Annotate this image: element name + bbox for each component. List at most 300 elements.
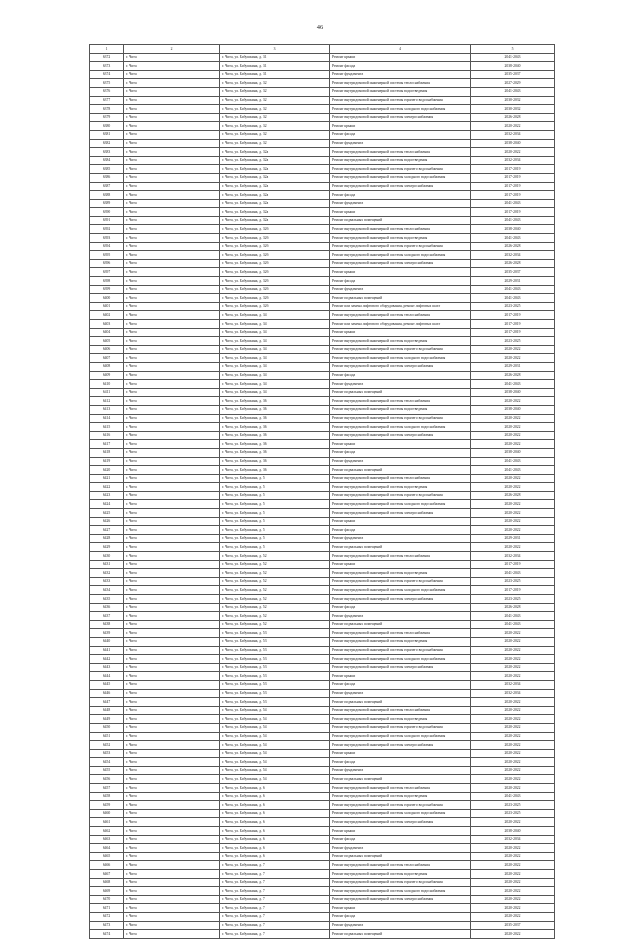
period-cell: 2038-2040 <box>471 827 555 836</box>
locality-cell: г. Чита <box>124 749 220 758</box>
table-row <box>90 191 555 200</box>
locality-cell: г. Чита <box>124 543 220 552</box>
row-number-cell: 6412 <box>90 397 124 406</box>
work-type-cell: Ремонт внутридомовой инженерной системы холодного водоснабжения <box>330 251 471 260</box>
row-number-cell: 6435 <box>90 595 124 604</box>
table-row <box>90 912 555 921</box>
work-type-cell: Ремонт фундамента <box>330 285 471 294</box>
address-cell: г. Чита, ул. Бабушкина, д. 32а <box>220 199 330 208</box>
work-type-cell: Ремонт внутридомовой инженерной системы холодного водоснабжения <box>330 500 471 509</box>
locality-cell: г. Чита <box>124 113 220 122</box>
row-number-cell: 6436 <box>90 603 124 612</box>
period-cell: 2020-2022 <box>471 818 555 827</box>
locality-cell: г. Чита <box>124 706 220 715</box>
locality-cell: г. Чита <box>124 234 220 243</box>
address-cell: г. Чита, ул. Бабушкина, д. 32 <box>220 113 330 122</box>
work-type-cell: Ремонт внутридомовой инженерной системы водоотведения <box>330 637 471 646</box>
table-row <box>90 302 555 311</box>
locality-cell: г. Чита <box>124 182 220 191</box>
period-cell: 2029-2031 <box>471 277 555 286</box>
period-cell: 2035-2037 <box>471 268 555 277</box>
table-row <box>90 543 555 552</box>
locality-cell: г. Чита <box>124 792 220 801</box>
address-cell: г. Чита, ул. Бабушкина, д. 52 <box>220 603 330 612</box>
row-number-cell: 6407 <box>90 354 124 363</box>
period-cell: 2020-2022 <box>471 663 555 672</box>
period-cell: 2020-2022 <box>471 672 555 681</box>
row-number-cell: 6409 <box>90 371 124 380</box>
locality-cell: г. Чита <box>124 320 220 329</box>
period-cell: 2029-2031 <box>471 534 555 543</box>
locality-cell: г. Чита <box>124 595 220 604</box>
address-cell: г. Чита, ул. Бабушкина, д. 52 <box>220 595 330 604</box>
row-number-cell: 6456 <box>90 775 124 784</box>
locality-cell: г. Чита <box>124 483 220 492</box>
table-row <box>90 775 555 784</box>
work-type-cell: Ремонт внутридомовой инженерной системы горячего водоснабжения <box>330 646 471 655</box>
period-cell: 2020-2022 <box>471 354 555 363</box>
work-type-cell: Ремонт внутридомовой инженерной системы горячего водоснабжения <box>330 801 471 810</box>
address-cell: г. Чита, ул. Бабушкина, д. 36 <box>220 466 330 475</box>
table-row <box>90 689 555 698</box>
period-cell: 2017-2019 <box>471 560 555 569</box>
period-cell: 2041-2043 <box>471 569 555 578</box>
table-row <box>90 792 555 801</box>
row-number-cell: 6405 <box>90 337 124 346</box>
row-number-cell: 6401 <box>90 302 124 311</box>
work-type-cell: Ремонт внутридомовой инженерной системы холодного водоснабжения <box>330 732 471 741</box>
address-cell: г. Чита, ул. Бабушкина, д. 7 <box>220 930 330 939</box>
row-number-cell: 6389 <box>90 199 124 208</box>
table-row <box>90 483 555 492</box>
period-cell: 2020-2022 <box>471 655 555 664</box>
table-row <box>90 362 555 371</box>
address-cell: г. Чита, ул. Бабушкина, д. 5 <box>220 474 330 483</box>
work-type-cell: Ремонт или замена лифтового оборудования, ремонт лифтовых шахт <box>330 320 471 329</box>
period-cell: 2041-2043 <box>471 216 555 225</box>
locality-cell: г. Чита <box>124 87 220 96</box>
row-number-cell: 6433 <box>90 577 124 586</box>
work-type-cell: Ремонт внутридомовой инженерной системы теплоснабжения <box>330 311 471 320</box>
period-cell: 2032-2034 <box>471 130 555 139</box>
address-cell: г. Чита, ул. Бабушкина, д. 36 <box>220 414 330 423</box>
locality-cell: г. Чита <box>124 912 220 921</box>
table-row <box>90 448 555 457</box>
table-row <box>90 268 555 277</box>
row-number-cell: 6454 <box>90 758 124 767</box>
work-type-cell: Ремонт внутридомовой инженерной системы водоотведения <box>330 234 471 243</box>
locality-cell: г. Чита <box>124 251 220 260</box>
row-number-cell: 6416 <box>90 431 124 440</box>
column-header: 5 <box>471 45 555 54</box>
period-cell: 2035-2037 <box>471 921 555 930</box>
locality-cell: г. Чита <box>124 887 220 896</box>
locality-cell: г. Чита <box>124 827 220 836</box>
address-cell: г. Чита, ул. Бабушкина, д. 32а <box>220 173 330 182</box>
column-header: 3 <box>220 45 330 54</box>
table-row <box>90 569 555 578</box>
period-cell: 2020-2022 <box>471 706 555 715</box>
row-number-cell: 6392 <box>90 225 124 234</box>
work-type-cell: Ремонт внутридомовой инженерной системы электроснабжения <box>330 895 471 904</box>
row-number-cell: 6376 <box>90 87 124 96</box>
work-type-cell: Ремонт крыши <box>330 517 471 526</box>
table-row <box>90 431 555 440</box>
row-number-cell: 6473 <box>90 921 124 930</box>
period-cell: 2020-2022 <box>471 861 555 870</box>
row-number-cell: 6408 <box>90 362 124 371</box>
period-cell: 2020-2022 <box>471 637 555 646</box>
period-cell: 2020-2022 <box>471 526 555 535</box>
table-row <box>90 328 555 337</box>
table-row <box>90 397 555 406</box>
locality-cell: г. Чита <box>124 500 220 509</box>
work-type-cell: Ремонт фундамента <box>330 534 471 543</box>
work-type-cell: Ремонт подвальных помещений <box>330 698 471 707</box>
row-number-cell: 6461 <box>90 818 124 827</box>
row-number-cell: 6398 <box>90 277 124 286</box>
period-cell: 2032-2034 <box>471 680 555 689</box>
work-type-cell: Ремонт фасада <box>330 912 471 921</box>
row-number-cell: 6442 <box>90 655 124 664</box>
row-number-cell: 6402 <box>90 311 124 320</box>
row-number-cell: 6384 <box>90 156 124 165</box>
period-cell: 2023-2025 <box>471 801 555 810</box>
row-number-cell: 6423 <box>90 491 124 500</box>
address-cell: г. Чита, ул. Бабушкина, д. 32б <box>220 251 330 260</box>
address-cell: г. Чита, ул. Бабушкина, д. 32б <box>220 285 330 294</box>
address-cell: г. Чита, ул. Бабушкина, д. 34 <box>220 345 330 354</box>
locality-cell: г. Чита <box>124 474 220 483</box>
work-type-cell: Ремонт фасада <box>330 448 471 457</box>
work-type-cell: Ремонт внутридомовой инженерной системы теплоснабжения <box>330 629 471 638</box>
row-number-cell: 6400 <box>90 294 124 303</box>
table-row <box>90 208 555 217</box>
page-number: 46 <box>316 24 324 31</box>
row-number-cell: 6471 <box>90 904 124 913</box>
address-cell: г. Чита, ул. Бабушкина, д. 5 <box>220 543 330 552</box>
table-row <box>90 466 555 475</box>
period-cell: 2020-2022 <box>471 423 555 432</box>
period-cell: 2017-2019 <box>471 320 555 329</box>
table-row <box>90 285 555 294</box>
period-cell: 2020-2022 <box>471 698 555 707</box>
address-cell: г. Чита, ул. Бабушкина, д. 32б <box>220 225 330 234</box>
address-cell: г. Чита, ул. Бабушкина, д. 32б <box>220 259 330 268</box>
locality-cell: г. Чита <box>124 904 220 913</box>
table-row <box>90 242 555 251</box>
locality-cell: г. Чита <box>124 569 220 578</box>
table-row <box>90 586 555 595</box>
period-cell: 2038-2040 <box>471 225 555 234</box>
row-number-cell: 6380 <box>90 122 124 131</box>
table-row <box>90 414 555 423</box>
work-type-cell: Ремонт внутридомовой инженерной системы холодного водоснабжения <box>330 105 471 114</box>
period-cell: 2020-2022 <box>471 775 555 784</box>
row-number-cell: 6449 <box>90 715 124 724</box>
address-cell: г. Чита, ул. Бабушкина, д. 53 <box>220 637 330 646</box>
locality-cell: г. Чита <box>124 302 220 311</box>
period-cell: 2029-2031 <box>471 362 555 371</box>
row-number-cell: 6441 <box>90 646 124 655</box>
work-type-cell: Ремонт фасада <box>330 371 471 380</box>
period-cell: 2041-2043 <box>471 53 555 62</box>
address-cell: г. Чита, ул. Бабушкина, д. 31 <box>220 53 330 62</box>
row-number-cell: 6414 <box>90 414 124 423</box>
row-number-cell: 6388 <box>90 191 124 200</box>
table-row <box>90 199 555 208</box>
period-cell: 2026-2028 <box>471 371 555 380</box>
table-row <box>90 457 555 466</box>
locality-cell: г. Чита <box>124 870 220 879</box>
table-row <box>90 234 555 243</box>
address-cell: г. Чита, ул. Бабушкина, д. 5 <box>220 517 330 526</box>
work-type-cell: Ремонт внутридомовой инженерной системы теплоснабжения <box>330 79 471 88</box>
table-row <box>90 62 555 71</box>
address-cell: г. Чита, ул. Бабушкина, д. 54 <box>220 766 330 775</box>
table-row <box>90 79 555 88</box>
period-cell: 2020-2022 <box>471 758 555 767</box>
period-cell: 2030-2032 <box>471 105 555 114</box>
work-type-cell: Ремонт внутридомовой инженерной системы электроснабжения <box>330 113 471 122</box>
locality-cell: г. Чита <box>124 620 220 629</box>
work-type-cell: Ремонт или замена лифтового оборудования, ремонт лифтовых шахт <box>330 302 471 311</box>
locality-cell: г. Чита <box>124 586 220 595</box>
period-cell: 2026-2028 <box>471 491 555 500</box>
work-type-cell: Ремонт внутридомовой инженерной системы электроснабжения <box>330 431 471 440</box>
address-cell: г. Чита, ул. Бабушкина, д. 7 <box>220 861 330 870</box>
work-type-cell: Ремонт фундамента <box>330 139 471 148</box>
work-type-cell: Ремонт фундамента <box>330 689 471 698</box>
period-cell: 2038-2040 <box>471 388 555 397</box>
column-header: 4 <box>330 45 471 54</box>
row-number-cell: 6472 <box>90 912 124 921</box>
period-cell: 2020-2022 <box>471 878 555 887</box>
work-type-cell: Ремонт внутридомовой инженерной системы электроснабжения <box>330 259 471 268</box>
row-number-cell: 6432 <box>90 569 124 578</box>
table-row <box>90 887 555 896</box>
document-table <box>89 44 555 939</box>
locality-cell: г. Чита <box>124 53 220 62</box>
table-row <box>90 534 555 543</box>
work-type-cell: Ремонт внутридомовой инженерной системы холодного водоснабжения <box>330 423 471 432</box>
locality-cell: г. Чита <box>124 775 220 784</box>
period-cell: 2020-2022 <box>471 629 555 638</box>
period-cell: 2041-2043 <box>471 234 555 243</box>
work-type-cell: Ремонт фундамента <box>330 70 471 79</box>
table-row <box>90 577 555 586</box>
address-cell: г. Чита, ул. Бабушкина, д. 7 <box>220 870 330 879</box>
address-cell: г. Чита, ул. Бабушкина, д. 6 <box>220 827 330 836</box>
period-cell: 2041-2043 <box>471 87 555 96</box>
locality-cell: г. Чита <box>124 440 220 449</box>
row-number-cell: 6465 <box>90 852 124 861</box>
work-type-cell: Ремонт внутридомовой инженерной системы водоотведения <box>330 483 471 492</box>
address-cell: г. Чита, ул. Бабушкина, д. 54 <box>220 749 330 758</box>
table-row <box>90 930 555 939</box>
work-type-cell: Ремонт внутридомовой инженерной системы водоотведения <box>330 569 471 578</box>
period-cell: 2020-2022 <box>471 122 555 131</box>
work-type-cell: Ремонт внутридомовой инженерной системы теплоснабжения <box>330 474 471 483</box>
table-row <box>90 878 555 887</box>
address-cell: г. Чита, ул. Бабушкина, д. 34 <box>220 388 330 397</box>
period-cell: 2020-2022 <box>471 912 555 921</box>
work-type-cell: Ремонт подвальных помещений <box>330 930 471 939</box>
row-number-cell: 6391 <box>90 216 124 225</box>
period-cell: 2041-2043 <box>471 612 555 621</box>
locality-cell: г. Чита <box>124 878 220 887</box>
period-cell: 2020-2022 <box>471 517 555 526</box>
address-cell: г. Чита, ул. Бабушкина, д. 34 <box>220 380 330 389</box>
locality-cell: г. Чита <box>124 809 220 818</box>
address-cell: г. Чита, ул. Бабушкина, д. 32б <box>220 277 330 286</box>
work-type-cell: Ремонт внутридомовой инженерной системы теплоснабжения <box>330 861 471 870</box>
locality-cell: г. Чита <box>124 173 220 182</box>
row-number-cell: 6390 <box>90 208 124 217</box>
locality-cell: г. Чита <box>124 921 220 930</box>
period-cell: 2017-2019 <box>471 165 555 174</box>
row-number-cell: 6474 <box>90 930 124 939</box>
row-number-cell: 6373 <box>90 62 124 71</box>
table-row <box>90 603 555 612</box>
row-number-cell: 6404 <box>90 328 124 337</box>
locality-cell: г. Чита <box>124 844 220 853</box>
locality-cell: г. Чита <box>124 509 220 518</box>
work-type-cell: Ремонт внутридомовой инженерной системы электроснабжения <box>330 595 471 604</box>
address-cell: г. Чита, ул. Бабушкина, д. 54 <box>220 715 330 724</box>
address-cell: г. Чита, ул. Бабушкина, д. 7 <box>220 887 330 896</box>
table-row <box>90 612 555 621</box>
table-row <box>90 509 555 518</box>
table-row <box>90 921 555 930</box>
locality-cell: г. Чита <box>124 715 220 724</box>
address-cell: г. Чита, ул. Бабушкина, д. 34 <box>220 371 330 380</box>
table-row <box>90 311 555 320</box>
row-number-cell: 6467 <box>90 870 124 879</box>
address-cell: г. Чита, ул. Бабушкина, д. 36 <box>220 457 330 466</box>
period-cell: 2032-2034 <box>471 835 555 844</box>
row-number-cell: 6381 <box>90 130 124 139</box>
row-number-cell: 6453 <box>90 749 124 758</box>
work-type-cell: Ремонт внутридомовой инженерной системы горячего водоснабжения <box>330 96 471 105</box>
work-type-cell: Ремонт фундамента <box>330 380 471 389</box>
row-number-cell: 6459 <box>90 801 124 810</box>
address-cell: г. Чита, ул. Бабушкина, д. 5 <box>220 483 330 492</box>
address-cell: г. Чита, ул. Бабушкина, д. 5 <box>220 534 330 543</box>
address-cell: г. Чита, ул. Бабушкина, д. 32а <box>220 208 330 217</box>
table-row <box>90 165 555 174</box>
table-row <box>90 500 555 509</box>
period-cell: 2020-2022 <box>471 766 555 775</box>
locality-cell: г. Чита <box>124 397 220 406</box>
locality-cell: г. Чита <box>124 689 220 698</box>
row-number-cell: 6385 <box>90 165 124 174</box>
period-cell: 2026-2028 <box>471 113 555 122</box>
address-cell: г. Чита, ул. Бабушкина, д. 7 <box>220 912 330 921</box>
table-row <box>90 491 555 500</box>
work-type-cell: Ремонт внутридомовой инженерной системы водоотведения <box>330 870 471 879</box>
row-number-cell: 6445 <box>90 680 124 689</box>
locality-cell: г. Чита <box>124 466 220 475</box>
column-header: 1 <box>90 45 124 54</box>
address-cell: г. Чита, ул. Бабушкина, д. 34 <box>220 362 330 371</box>
row-number-cell: 6460 <box>90 809 124 818</box>
table-row <box>90 139 555 148</box>
address-cell: г. Чита, ул. Бабушкина, д. 32а <box>220 148 330 157</box>
locality-cell: г. Чита <box>124 362 220 371</box>
locality-cell: г. Чита <box>124 96 220 105</box>
address-cell: г. Чита, ул. Бабушкина, д. 34 <box>220 328 330 337</box>
row-number-cell: 6420 <box>90 466 124 475</box>
address-cell: г. Чита, ул. Бабушкина, д. 6 <box>220 801 330 810</box>
period-cell: 2020-2022 <box>471 930 555 939</box>
address-cell: г. Чита, ул. Бабушкина, д. 5 <box>220 526 330 535</box>
table-row <box>90 70 555 79</box>
address-cell: г. Чита, ул. Бабушкина, д. 32б <box>220 302 330 311</box>
address-cell: г. Чита, ул. Бабушкина, д. 31 <box>220 70 330 79</box>
address-cell: г. Чита, ул. Бабушкина, д. 34 <box>220 311 330 320</box>
row-number-cell: 6378 <box>90 105 124 114</box>
work-type-cell: Ремонт фундамента <box>330 199 471 208</box>
work-type-cell: Ремонт крыши <box>330 440 471 449</box>
address-cell: г. Чита, ул. Бабушкина, д. 53 <box>220 689 330 698</box>
row-number-cell: 6425 <box>90 509 124 518</box>
row-number-cell: 6395 <box>90 251 124 260</box>
work-type-cell: Ремонт внутридомовой инженерной системы теплоснабжения <box>330 784 471 793</box>
address-cell: г. Чита, ул. Бабушкина, д. 36 <box>220 448 330 457</box>
table-row <box>90 96 555 105</box>
locality-cell: г. Чита <box>124 122 220 131</box>
address-cell: г. Чита, ул. Бабушкина, д. 53 <box>220 698 330 707</box>
period-cell: 2020-2022 <box>471 749 555 758</box>
work-type-cell: Ремонт внутридомовой инженерной системы холодного водоснабжения <box>330 173 471 182</box>
locality-cell: г. Чита <box>124 380 220 389</box>
row-number-cell: 6466 <box>90 861 124 870</box>
table-row <box>90 809 555 818</box>
work-type-cell: Ремонт крыши <box>330 904 471 913</box>
locality-cell: г. Чита <box>124 766 220 775</box>
row-number-cell: 6469 <box>90 887 124 896</box>
row-number-cell: 6440 <box>90 637 124 646</box>
address-cell: г. Чита, ул. Бабушкина, д. 54 <box>220 732 330 741</box>
row-number-cell: 6375 <box>90 79 124 88</box>
work-type-cell: Ремонт подвальных помещений <box>330 620 471 629</box>
work-type-cell: Ремонт фасада <box>330 835 471 844</box>
row-number-cell: 6374 <box>90 70 124 79</box>
work-type-cell: Ремонт внутридомовой инженерной системы холодного водоснабжения <box>330 655 471 664</box>
work-type-cell: Ремонт фундамента <box>330 457 471 466</box>
period-cell: 2020-2022 <box>471 483 555 492</box>
work-type-cell: Ремонт подвальных помещений <box>330 543 471 552</box>
row-number-cell: 6418 <box>90 448 124 457</box>
work-type-cell: Ремонт внутридомовой инженерной системы горячего водоснабжения <box>330 878 471 887</box>
row-number-cell: 6426 <box>90 517 124 526</box>
address-cell: г. Чита, ул. Бабушкина, д. 52 <box>220 586 330 595</box>
address-cell: г. Чита, ул. Бабушкина, д. 54 <box>220 723 330 732</box>
locality-cell: г. Чита <box>124 423 220 432</box>
table-row <box>90 895 555 904</box>
locality-cell: г. Чита <box>124 552 220 561</box>
work-type-cell: Ремонт внутридомовой инженерной системы теплоснабжения <box>330 706 471 715</box>
row-number-cell: 6457 <box>90 784 124 793</box>
address-cell: г. Чита, ул. Бабушкина, д. 52 <box>220 552 330 561</box>
table-row <box>90 715 555 724</box>
work-type-cell: Ремонт фундамента <box>330 844 471 853</box>
work-type-cell: Ремонт внутридомовой инженерной системы электроснабжения <box>330 663 471 672</box>
work-type-cell: Ремонт фасада <box>330 603 471 612</box>
table-row <box>90 595 555 604</box>
address-cell: г. Чита, ул. Бабушкина, д. 53 <box>220 655 330 664</box>
